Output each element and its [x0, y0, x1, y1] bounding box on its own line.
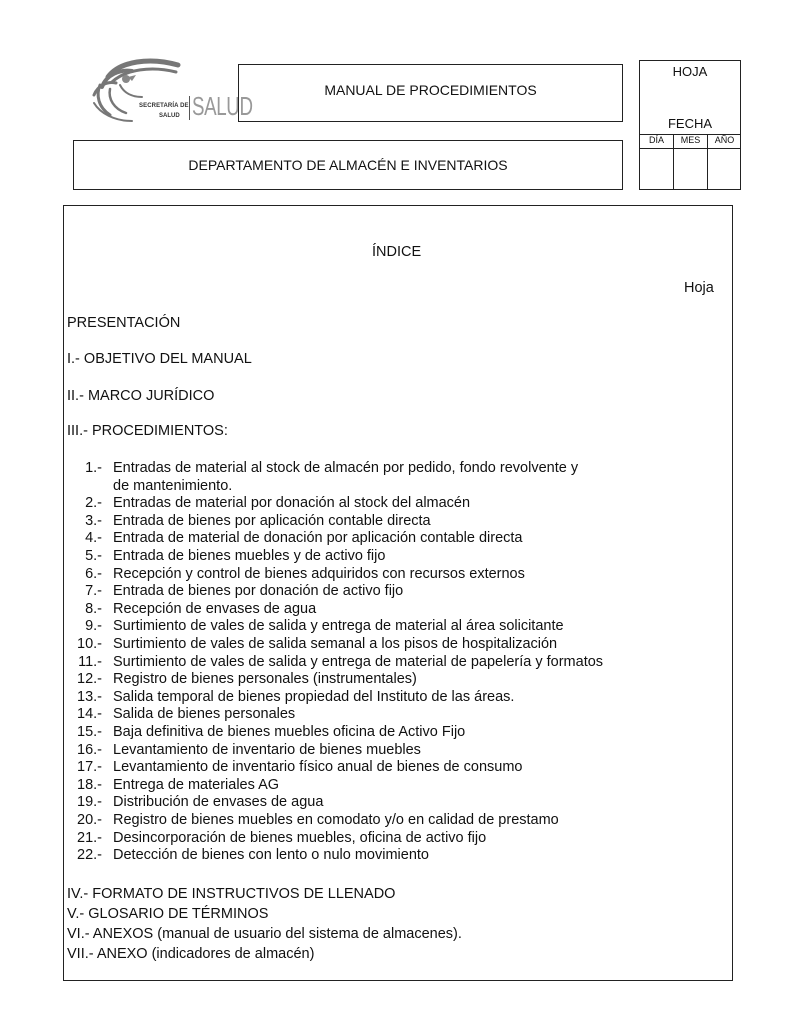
procedure-item: Surtimiento de vales de salida semanal a los pisos de hospitalización — [113, 636, 558, 652]
section-objetivo: I.- OBJETIVO DEL MANUAL — [67, 351, 252, 367]
procedure-number: 7.- — [85, 583, 102, 600]
section-anexo-indicadores: VII.- ANEXO (indicadores de almacén) — [67, 946, 315, 962]
department-box — [73, 140, 623, 190]
procedure-number: 18.- — [77, 776, 102, 793]
procedure-item: Desincorporación de bienes muebles, oficina de activo fijo — [113, 829, 487, 846]
section-anexos: VI.- ANEXOS (manual de usuario del sistema de almacenes). — [67, 926, 462, 942]
page-column-label: Hoja — [684, 280, 714, 296]
procedure-item: Baja definitiva de bienes muebles oficina de Activo Fijo — [113, 724, 466, 740]
procedure-item: Entrada de bienes muebles y de activo fijo — [113, 548, 386, 564]
dia-label: DÍA — [648, 135, 664, 145]
hoja-label: HOJA — [672, 64, 708, 79]
section-procedimientos: III.- PROCEDIMIENTOS: — [67, 423, 228, 439]
procedure-number: 9.- — [85, 618, 102, 635]
procedure-number: 19.- — [77, 794, 102, 811]
procedure-item: Registro de bienes muebles en comodato y/o en calidad de prestamo — [113, 812, 559, 828]
procedure-item: Entradas de material por donación al stock del almacén — [113, 495, 471, 512]
manual-title-box — [238, 64, 623, 122]
procedure-number: 5.- — [85, 548, 102, 564]
procedure-item: Recepción de envases de agua — [113, 600, 317, 617]
procedure-number: 15.- — [77, 724, 102, 740]
procedure-item: Recepción y control de bienes adquiridos con recursos externos — [113, 565, 525, 582]
procedure-number: 22.- — [77, 847, 102, 864]
index-title: ÍNDICE — [372, 244, 422, 260]
procedure-item: Distribución de envases de agua — [113, 794, 324, 811]
section-formato: IV.- FORMATO DE INSTRUCTIVOS DE LLENADO — [67, 886, 396, 902]
mes-label: MES — [680, 135, 701, 145]
procedure-item: Surtimiento de vales de salida y entrega de material al área solicitante — [113, 618, 564, 635]
procedure-item: Entrega de materiales AG — [113, 776, 280, 793]
date-header-divider — [640, 148, 740, 149]
logo-line2: SALUD — [159, 113, 180, 119]
procedure-number: 8.- — [85, 600, 102, 617]
procedure-number: 20.- — [77, 812, 102, 828]
procedure-number: 12.- — [77, 671, 102, 688]
procedure-item: Salida de bienes personales — [113, 706, 296, 723]
section-marco-juridico: II.- MARCO JURÍDICO — [67, 388, 215, 404]
procedure-number: 11.- — [78, 653, 102, 670]
procedure-item: Salida temporal de bienes propiedad del Instituto de las áreas. — [113, 688, 515, 705]
department-title: DEPARTAMENTO DE ALMACÉN E INVENTARIOS — [188, 157, 508, 173]
fecha-label: FECHA — [667, 116, 713, 131]
procedure-item: Registro de bienes personales (instrumentales) — [113, 671, 417, 688]
manual-title: MANUAL DE PROCEDIMIENTOS — [324, 82, 537, 98]
procedure-item: Levantamiento de inventario de bienes muebles — [113, 741, 421, 758]
procedure-number: 4.- — [85, 530, 102, 547]
procedure-number: 6.- — [85, 565, 102, 582]
secretaria-salud-logo — [80, 55, 253, 127]
section-presentacion: PRESENTACIÓN — [67, 315, 181, 331]
procedure-number: 17.- — [77, 759, 102, 776]
procedure-item-continuation: de mantenimiento. — [113, 477, 233, 494]
procedure-number: 16.- — [77, 741, 102, 758]
procedure-item: Entradas de material al stock de almacén por pedido, fondo revolvente y — [113, 460, 579, 476]
section-glosario: V.- GLOSARIO DE TÉRMINOS — [67, 906, 269, 922]
procedure-item: Detección de bienes con lento o nulo movimiento — [113, 847, 429, 864]
procedure-number: 3.- — [85, 512, 102, 529]
logo-brand: SALUD — [192, 91, 253, 121]
index-box — [63, 205, 733, 981]
anio-label: AÑO — [714, 135, 735, 145]
procedure-item: Entrada de bienes por donación de activo fijo — [113, 583, 404, 600]
procedure-item: Entrada de bienes por aplicación contable directa — [113, 512, 431, 529]
procedure-item: Surtimiento de vales de salida y entrega de material de papelería y formatos — [113, 653, 604, 670]
procedure-number: 1.- — [85, 460, 102, 476]
logo-line1: SECRETARÍA DE — [139, 103, 189, 109]
procedure-number: 21.- — [77, 829, 102, 846]
procedure-number: 14.- — [77, 706, 102, 723]
procedure-number: 10.- — [77, 636, 102, 652]
procedure-number: 13.- — [77, 688, 102, 705]
hoja-fecha-box — [639, 60, 741, 190]
procedure-item: Entrada de material de donación por aplicación contable directa — [113, 530, 523, 547]
logo-divider — [189, 96, 190, 120]
procedure-number: 2.- — [85, 495, 102, 512]
procedure-item: Levantamiento de inventario físico anual de bienes de consumo — [113, 759, 523, 776]
